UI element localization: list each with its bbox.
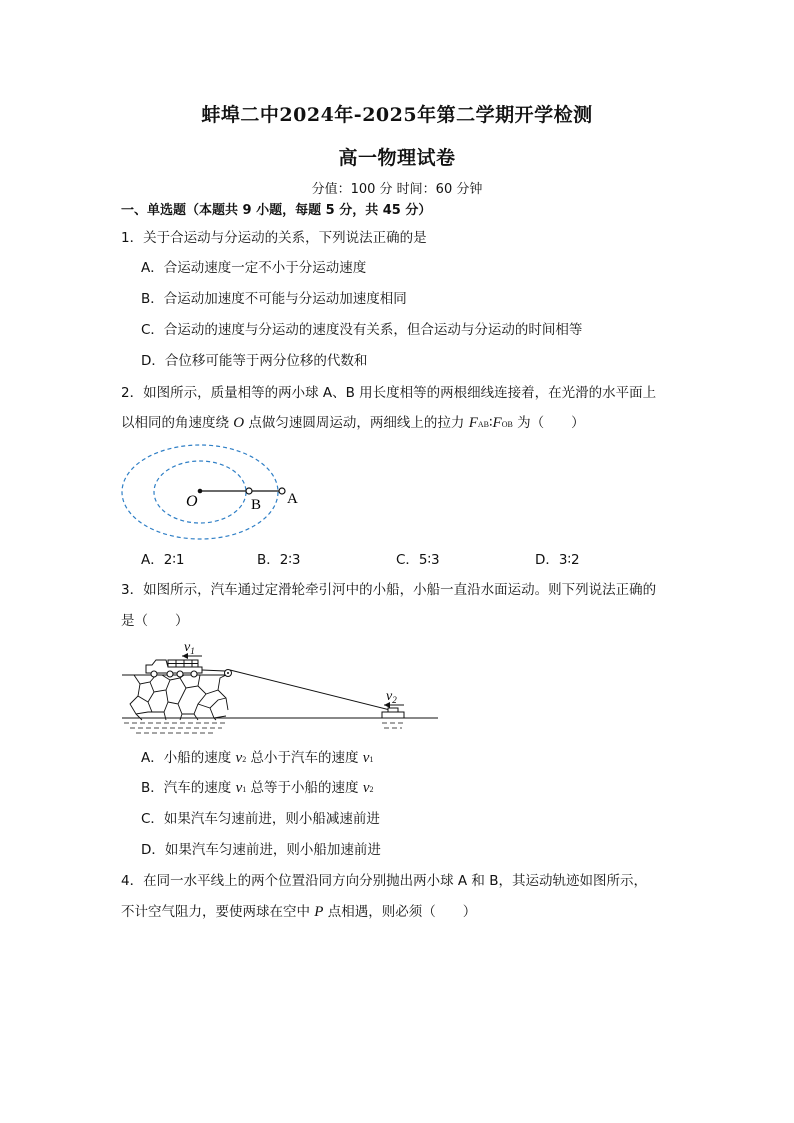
- q3b-var-v: v: [235, 780, 243, 796]
- q3a-text-2: 总小于汽车的速度: [246, 750, 363, 766]
- q2-text-a: 以相同的角速度绕: [121, 415, 234, 431]
- question-2-option-c: C．5∶3: [396, 552, 440, 568]
- q3b-sub-2: 2: [369, 785, 374, 794]
- q2-sub-ab: AB: [477, 420, 490, 429]
- exam-title: 蚌埠二中2024年-2025年第二学期开学检测: [201, 104, 593, 126]
- q3a-var-v: v: [235, 750, 243, 766]
- q3a-var-v1: v: [362, 750, 370, 766]
- question-3-option-b: [141, 779, 374, 799]
- q3a-sub-2: 2: [242, 755, 247, 764]
- q2-sub-ob: OB: [501, 420, 513, 429]
- question-4-stem-line2: [121, 903, 476, 921]
- pulley-axle: [227, 672, 229, 674]
- exam-meta: 分值：100 分 时间：60 分钟: [311, 182, 483, 197]
- q2-force-f2: F: [492, 415, 502, 431]
- question-3-option-d: D．如果汽车匀速前进，则小船加速前进: [141, 842, 381, 858]
- ball-b: [246, 488, 252, 494]
- q2-point-o: O: [233, 415, 245, 431]
- question-1-option-a: A．合运动速度一定不小于分运动速度: [141, 260, 367, 276]
- q2-force-f1: F: [468, 415, 478, 431]
- question-2-option-d: D．3∶2: [535, 552, 580, 568]
- cliff-stones: [130, 675, 228, 720]
- q3a-sub-1: 1: [369, 755, 374, 764]
- q4-text-a: 不计空气阻力，要使两球在空中: [121, 904, 315, 920]
- question-2-stem-line1: 2．如图所示，质量相等的两小球 A、B 用长度相等的两根细线连接着，在光滑的水平面上: [121, 385, 657, 401]
- q2-ratio-colon: ∶: [489, 415, 493, 431]
- exam-subtitle: 高一物理试卷: [338, 147, 456, 169]
- ball-a: [279, 488, 285, 494]
- q2-text-b: 点做匀速圆周运动，两细线上的拉力: [244, 415, 469, 431]
- v2-label: $v_2$: [386, 689, 397, 705]
- q2-text-c: 为（ ）: [512, 415, 585, 431]
- q3a-text-1: A．小船的速度: [141, 750, 236, 766]
- boat: [382, 708, 404, 718]
- question-3-figure: [122, 640, 442, 736]
- question-1-stem: 1．关于合运动与分运动的关系，下列说法正确的是: [121, 230, 427, 246]
- question-1-option-d: D．合位移可能等于两分位移的代数和: [141, 353, 368, 369]
- question-3-stem-line2: 是（ ）: [121, 613, 189, 629]
- question-2-option-b: B．2∶3: [257, 552, 301, 568]
- water-ripples: [124, 723, 404, 733]
- question-2-figure: [118, 440, 318, 545]
- label-b: B: [251, 497, 262, 513]
- question-2-stem-line2: [121, 414, 585, 434]
- question-3-option-c: C．如果汽车匀速前进，则小船减速前进: [141, 811, 380, 827]
- q3b-var-v2: v: [362, 780, 370, 796]
- q3b-text-2: 总等于小船的速度: [246, 780, 363, 796]
- question-1-option-c: C．合运动的速度与分运动的速度没有关系，但合运动与分运动的时间相等: [141, 322, 583, 338]
- q3b-sub-1: 1: [242, 785, 247, 794]
- v1-label: $v_1$: [184, 640, 195, 656]
- truck: [146, 660, 202, 677]
- question-3-option-a: [141, 749, 373, 769]
- section-heading: 一、单选题（本题共 9 小题，每题 5 分，共 45 分）: [121, 203, 432, 218]
- question-2-option-a: A．2∶1: [141, 552, 185, 568]
- boat-rope: [230, 670, 390, 710]
- question-4-stem-line1: 4．在同一水平线上的两个位置沿同方向分别抛出两小球 A 和 B，其运动轨迹如图所示，: [121, 873, 647, 889]
- truck-rope: [202, 670, 225, 671]
- q3b-text-1: B．汽车的速度: [141, 780, 236, 796]
- label-o: O: [186, 493, 198, 510]
- q4-text-b: 点相遇，则必须（ ）: [323, 904, 477, 920]
- center-point-o: [198, 489, 203, 494]
- q4-point-p: P: [314, 904, 324, 920]
- question-1-option-b: B．合运动加速度不可能与分运动加速度相同: [141, 291, 407, 307]
- question-3-stem-line1: 3．如图所示，汽车通过定滑轮牵引河中的小船，小船一直沿水面运动。则下列说法正确的: [121, 582, 657, 598]
- label-a: A: [287, 491, 298, 507]
